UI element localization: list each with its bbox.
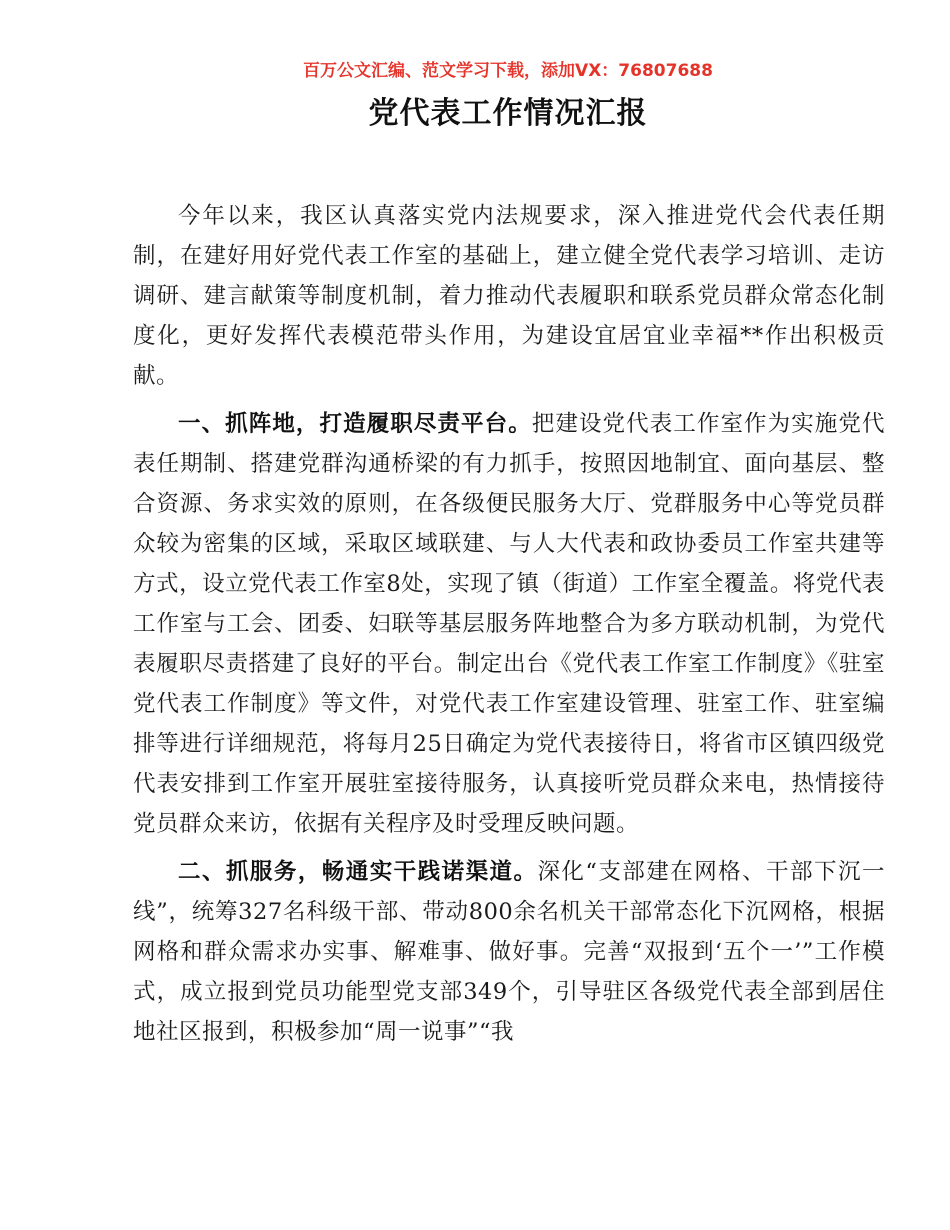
section-heading-1: 一、抓阵地，打造履职尽责平台。 [178, 411, 532, 437]
paragraph-text: 今年以来，我区认真落实党内法规要求，深入推进党代会代表任期制，在建好用好党代表工作室的基础上，建立健全党代表学习培训、走访调研、建言献策等制度机制，着力推动代表履职和联系党员群众常态化制度化，更好发挥代表模范带头作用，为建设宜居宜业幸福**作出积极贡献。 [133, 203, 885, 389]
section-heading-2: 二、抓服务，畅通实干践诺渠道。 [178, 859, 538, 885]
page-title: 党代表工作情况汇报 [368, 96, 648, 131]
section-paragraph-1 [133, 404, 885, 844]
section-paragraph-2 [133, 852, 885, 1052]
intro-paragraph [133, 196, 885, 396]
paragraph-text: 深化“支部建在网格、干部下沉一线”，统筹327名科级干部、带动800余名机关干部常态化下沉网格，根据网格和群众需求办实事、解难事、做好事。完善“双报到‘五个一’”工作模式，成立报到党员功能型党支部349个，引导驻区各级党代表全部到居住地社区报到，积极参加“周一说事”“我 [133, 859, 885, 1045]
paragraph-text: 把建设党代表工作室作为实施党代表任期制、搭建党群沟通桥梁的有力抓手，按照因地制宜、面向基层、整合资源、务求实效的原则，在各级便民服务大厅、党群服务中心等党员群众较为密集的区域，采取区域联建、与人大代表和政协委员工作室共建等方式，设立党代表工作室8处，实现了镇（街道）工作室全覆盖。将党代表工作室与工会、团委、妇联等基层服务阵地整合为多方联动机制，为党代表履职尽责搭建了良好的平台。制定出台《党代表工作室工作制度》《驻室党代表工作制度》等文件，对党代表工作室建设管理、驻室工作、驻室编排等进行详细规范，将每月25日确定为党代表接待日，将省市区镇四级党代表安排到工作室开展驻室接待服务，认真接听党员群众来电，热情接待党员群众来访，依据有关程序及时受理反映问题。 [133, 411, 885, 837]
watermark-banner: 百万公文汇编、范文学习下载，添加VX：76807688 [303, 61, 713, 81]
document-body [133, 196, 885, 1060]
